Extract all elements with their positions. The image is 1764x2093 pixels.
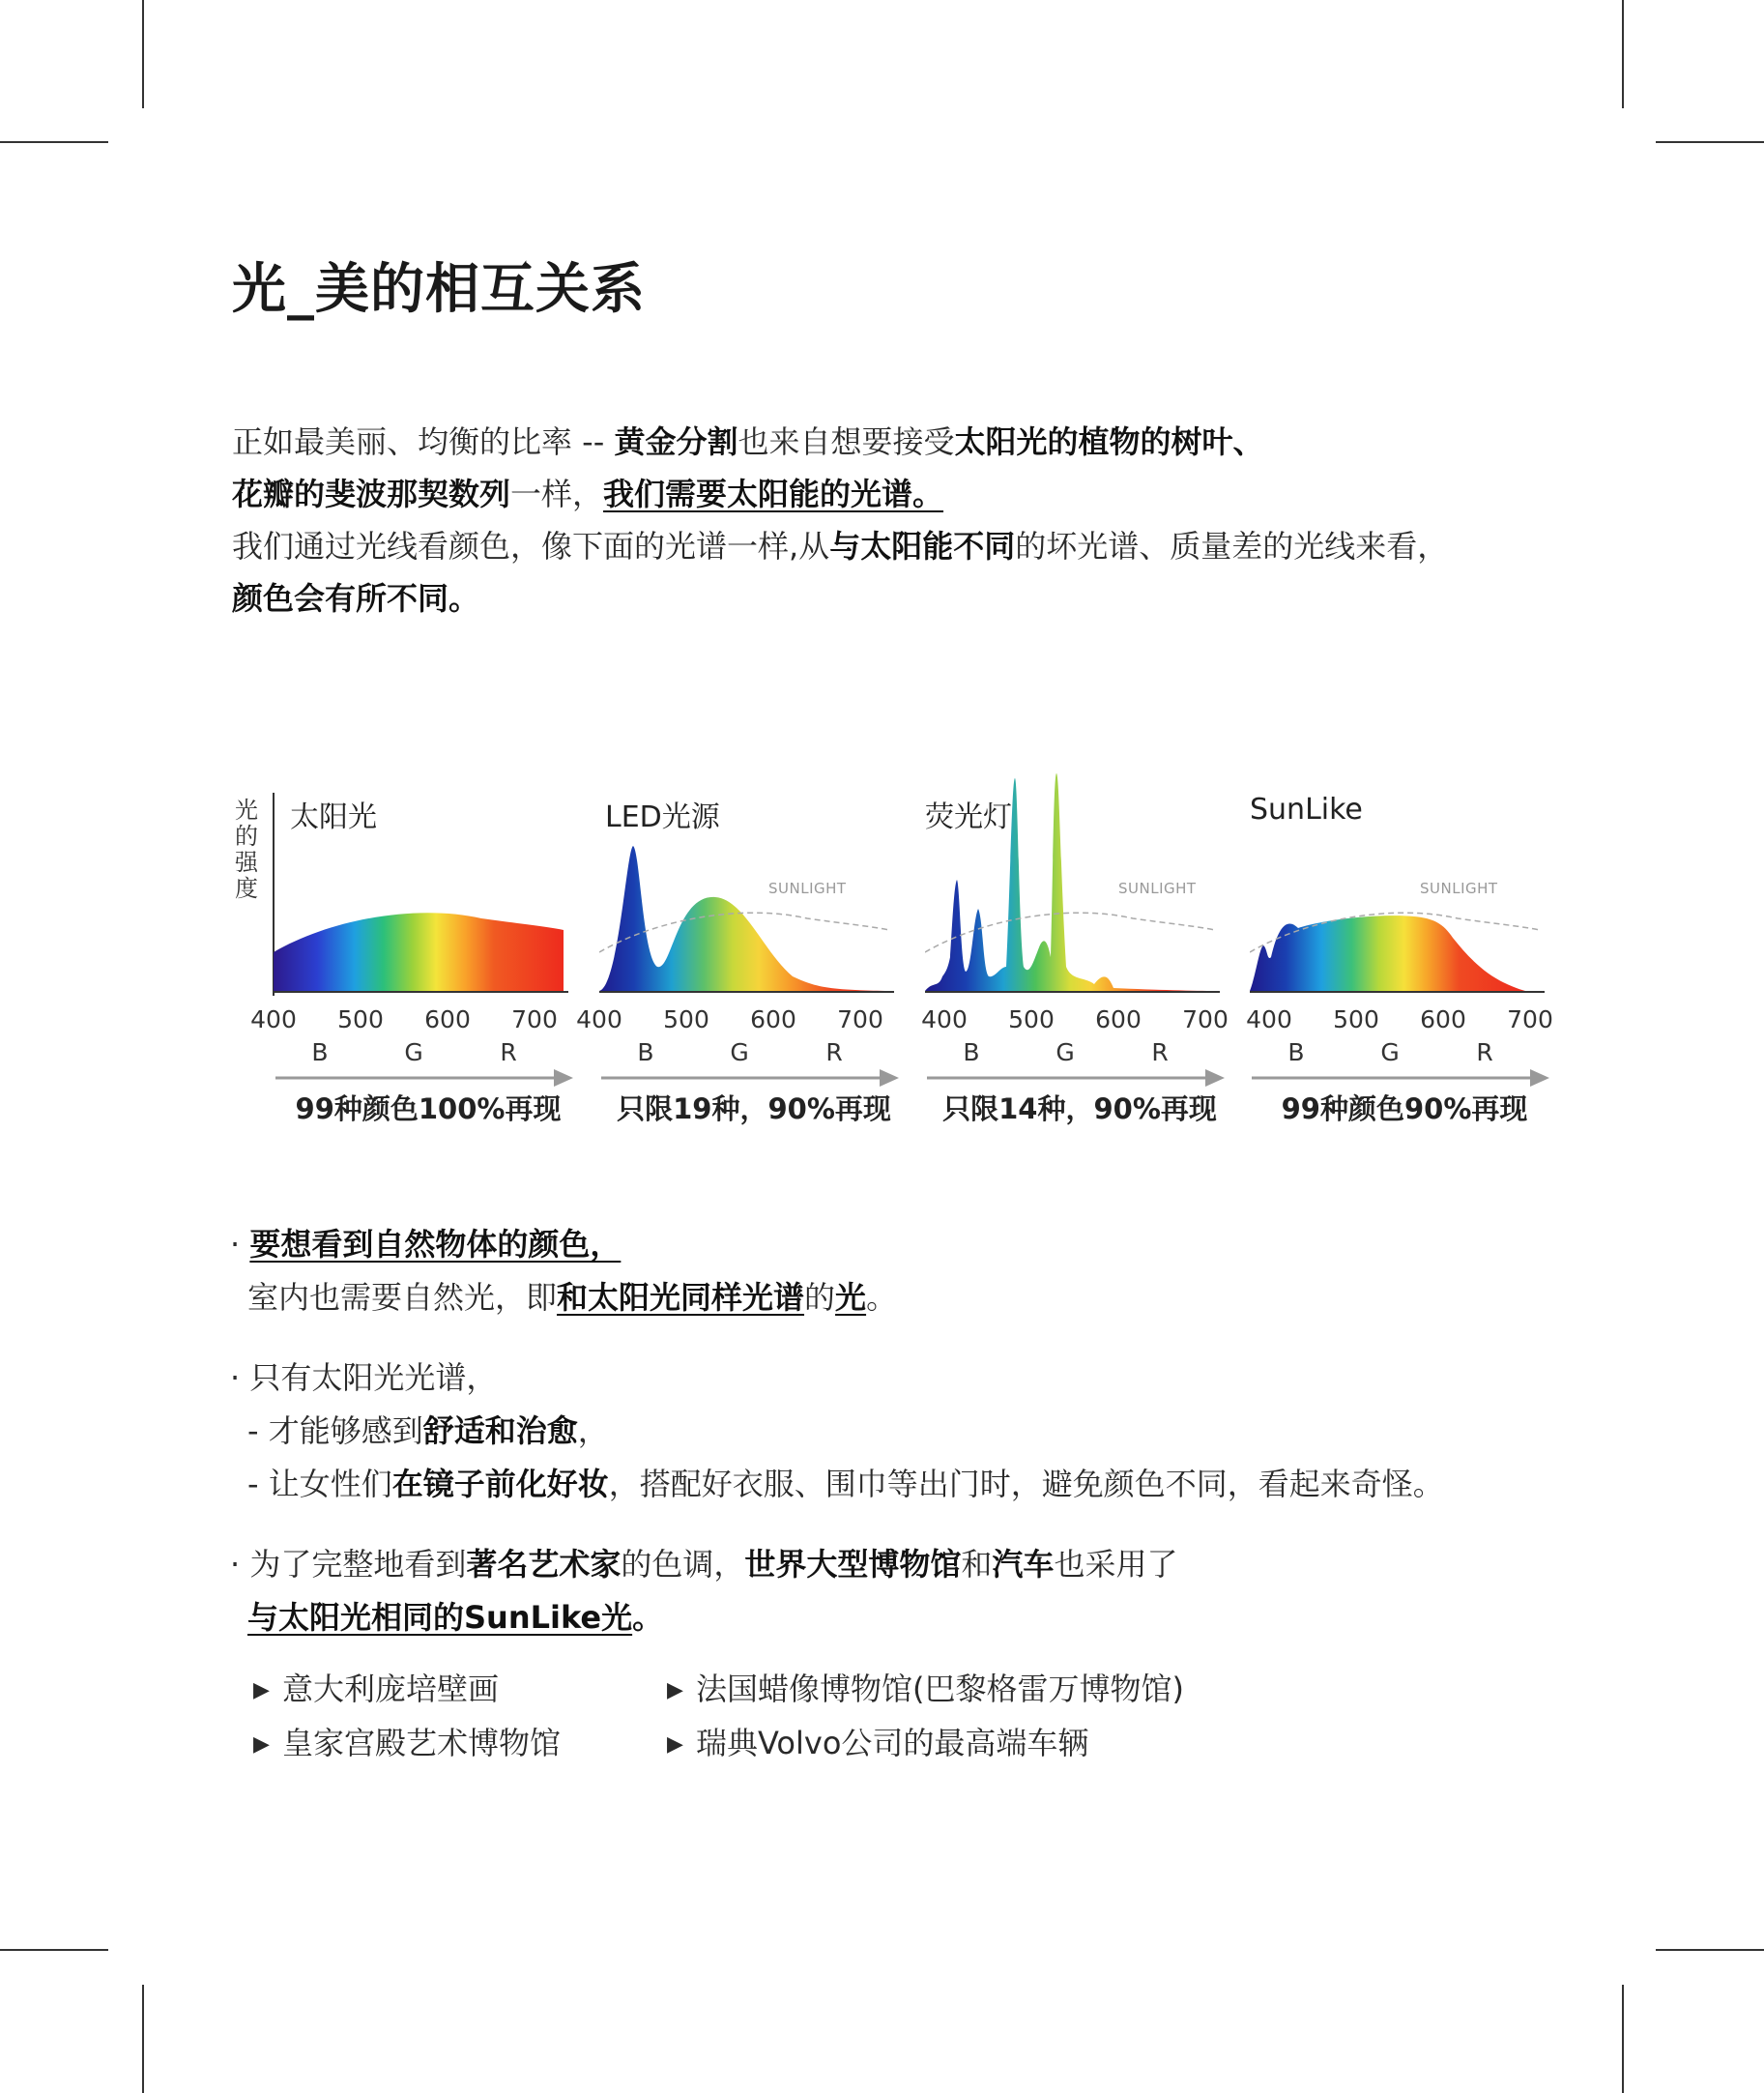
intro-bold: 太阳光的植物的树叶、 <box>954 423 1264 460</box>
spectrum-plot <box>1250 773 1569 1005</box>
band-label: G <box>1056 1038 1075 1066</box>
bullet-text: 和 <box>961 1546 993 1583</box>
bullet-bold: 世界大型博物馆 <box>744 1546 962 1583</box>
bullet-item: · 要想看到自然物体的颜色， <box>230 1226 622 1263</box>
tick-label: 400 <box>1246 1005 1292 1033</box>
tick-label: 600 <box>1095 1005 1142 1033</box>
bullet-line <box>230 1458 1583 1511</box>
list-item-label: 意大利庞培壁画 <box>282 1671 500 1707</box>
chart-title: LED光源 <box>605 800 720 834</box>
example-list-right <box>667 1663 1184 1771</box>
chart-led <box>576 773 918 1141</box>
band-label: B <box>311 1038 329 1066</box>
chart-fluorescent <box>921 773 1244 1141</box>
sunlight-reference-curve <box>925 913 1215 952</box>
bullet-text: 的 <box>804 1279 836 1316</box>
intro-bold: 与太阳能不同 <box>829 528 1016 565</box>
crop-mark <box>1656 141 1764 143</box>
band-label: R <box>1476 1038 1493 1066</box>
chart-caption: 99种颜色90%再现 <box>1281 1092 1528 1125</box>
list-item-label: 法国蜡像博物馆(巴黎格雷万博物馆) <box>696 1671 1184 1707</box>
bullet-text: 室内也需要自然光，即 <box>247 1279 558 1316</box>
band-label: R <box>825 1038 843 1066</box>
tick-label: 700 <box>511 1005 558 1033</box>
band-label: B <box>963 1038 980 1066</box>
bullet-text: 也采用了 <box>1054 1546 1178 1583</box>
chart-title: 荧光灯 <box>925 800 1012 834</box>
chart-caption: 只限19种，90%再现 <box>617 1092 891 1125</box>
spectrum-area <box>599 846 889 991</box>
intro-text: 我们通过光线看颜色，像下面的光谱一样,从 <box>232 528 830 565</box>
band-label: R <box>500 1038 517 1066</box>
bullet-bold: 著名艺术家 <box>466 1546 622 1583</box>
list-item <box>253 1717 561 1771</box>
bullet-text: ， <box>577 1412 609 1449</box>
tick-label: 700 <box>837 1005 883 1033</box>
sunlight-label: SUNLIGHT <box>768 880 847 897</box>
intro-text: 也来自想要接受 <box>737 423 955 460</box>
chart-sunlike <box>1246 773 1569 1141</box>
band-label: B <box>1287 1038 1305 1066</box>
tick-label: 500 <box>663 1005 709 1033</box>
spectrum-comparison <box>232 773 1553 1141</box>
tick-label: 500 <box>337 1005 384 1033</box>
spectrum-area <box>274 913 564 991</box>
list-item-label: 皇家宫殿艺术博物馆 <box>282 1725 562 1761</box>
bullet-text: 为了完整地看到 <box>249 1546 467 1583</box>
tick-label: 600 <box>1420 1005 1466 1033</box>
intro-paragraph <box>232 416 1585 625</box>
y-axis-char: 光 <box>235 797 258 824</box>
chart-caption: 99种颜色100%再现 <box>295 1092 562 1125</box>
chart-caption: 只限14种，90%再现 <box>942 1092 1217 1125</box>
tick-label: 500 <box>1333 1005 1379 1033</box>
crop-mark <box>0 1949 108 1951</box>
spectrum-area <box>1250 916 1525 991</box>
bullet-bold-underlined: 要想看到自然物体的颜色， <box>249 1226 622 1263</box>
band-label: G <box>404 1038 423 1066</box>
bullet-item: · 只有太阳光光谱， <box>230 1359 498 1396</box>
bullet-bold: 在镜子前化好妆 <box>391 1466 609 1502</box>
chart-title: 太阳光 <box>290 800 377 834</box>
chart-title: SunLike <box>1250 793 1363 827</box>
crop-mark <box>1656 1949 1764 1951</box>
list-item <box>667 1717 1184 1771</box>
bullet-line <box>230 1405 1583 1458</box>
page-title: 光_美的相互关系 <box>232 258 646 321</box>
tick-label: 700 <box>1507 1005 1553 1033</box>
y-axis-label <box>232 798 261 902</box>
tick-label: 600 <box>424 1005 471 1033</box>
bullet-text: 只有太阳光光谱， <box>249 1359 498 1396</box>
intro-bold: 黄金分割 <box>614 423 738 460</box>
tick-label: 700 <box>1182 1005 1229 1033</box>
example-list-left <box>253 1663 561 1771</box>
triangle-bullet-icon: ▶ <box>667 1678 683 1702</box>
y-axis-char: 的 <box>235 823 258 850</box>
band-label: R <box>1151 1038 1169 1066</box>
bullet-text: 。 <box>632 1599 664 1636</box>
tick-label: 500 <box>1008 1005 1055 1033</box>
crop-mark <box>142 0 144 108</box>
tick-label: 400 <box>921 1005 968 1033</box>
intro-bold-underlined: 我们需要太阳能的光谱。 <box>603 476 944 512</box>
bullet-bold: 舒适和治愈 <box>422 1412 578 1449</box>
bullet-line <box>230 1271 1583 1324</box>
intro-text: 正如最美丽、均衡的比率 -- <box>232 423 615 460</box>
sunlight-label: SUNLIGHT <box>1420 880 1498 897</box>
crop-mark <box>142 1985 144 2093</box>
bullet-text: 的色调， <box>621 1546 745 1583</box>
list-item-label: 瑞典Volvo公司的最高端车辆 <box>696 1725 1089 1761</box>
band-label: G <box>730 1038 749 1066</box>
tick-label: 600 <box>750 1005 796 1033</box>
bullet-text: - 让女性们 <box>247 1466 392 1502</box>
bullet-bold-underlined: 与太阳光相同的SunLike光 <box>247 1599 633 1636</box>
bullet-text: 。 <box>866 1279 898 1316</box>
tick-label: 400 <box>576 1005 622 1033</box>
triangle-bullet-icon: ▶ <box>667 1732 683 1757</box>
crop-mark <box>1622 0 1624 108</box>
bullet-text: - 才能够感到 <box>247 1412 423 1449</box>
tick-label: 400 <box>250 1005 297 1033</box>
intro-bold: 花瓣的斐波那契数列 <box>232 476 511 512</box>
intro-text: 一样， <box>510 476 604 512</box>
bullet-item: · 为了完整地看到著名艺术家的色调，世界大型博物馆和汽车也采用了 <box>230 1546 1178 1583</box>
bullet-section <box>230 1218 1583 1644</box>
bullet-bold-underlined: 和太阳光同样光谱 <box>557 1279 805 1316</box>
bullet-bold-underlined: 光 <box>835 1279 867 1316</box>
spectrum-plot <box>599 773 918 1005</box>
y-axis-char: 度 <box>235 875 258 902</box>
spectrum-plot <box>274 773 593 1005</box>
intro-bold: 颜色会有所不同。 <box>232 580 480 617</box>
triangle-bullet-icon: ▶ <box>253 1678 270 1702</box>
crop-mark <box>0 141 108 143</box>
crop-mark <box>1622 1985 1624 2093</box>
chart-sunlight <box>250 773 593 1141</box>
band-label: G <box>1380 1038 1400 1066</box>
bullet-line <box>230 1591 1583 1644</box>
band-label: B <box>637 1038 654 1066</box>
y-axis-char: 强 <box>235 849 258 876</box>
list-item <box>667 1663 1184 1717</box>
intro-text: 的坏光谱、质量差的光线来看， <box>1015 528 1449 565</box>
sunlight-label: SUNLIGHT <box>1118 880 1197 897</box>
list-item <box>253 1663 561 1717</box>
bullet-text: ，搭配好衣服、围巾等出门时，避免颜色不同，看起来奇怪。 <box>608 1466 1444 1502</box>
bullet-bold: 汽车 <box>992 1546 1055 1583</box>
triangle-bullet-icon: ▶ <box>253 1732 270 1757</box>
